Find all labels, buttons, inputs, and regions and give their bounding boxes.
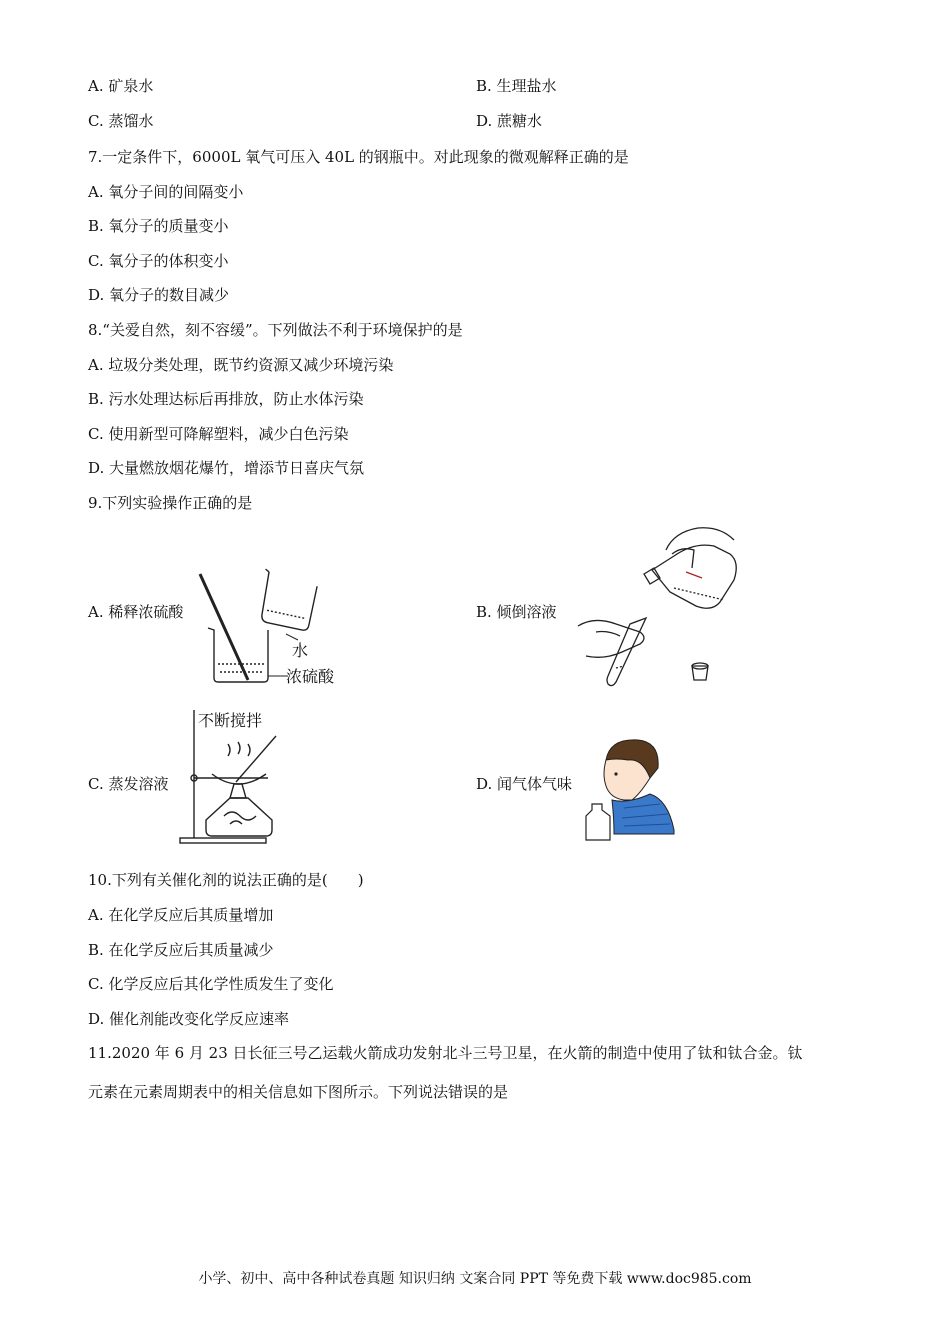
q8-option-d: D. 大量燃放烟花爆竹，增添节日喜庆气氛 [88, 459, 365, 477]
q6-option-c: C. 蒸馏水 [88, 112, 154, 130]
q7-option-d: D. 氧分子的数目减少 [88, 286, 230, 304]
q10-option-a: A. 在化学反应后其质量增加 [88, 906, 274, 924]
q8-option-b: B. 污水处理达标后再排放，防止水体污染 [88, 390, 364, 408]
q8-option-a: A. 垃圾分类处理，既节约资源又减少环境污染 [88, 356, 394, 374]
acid-label: 浓硫酸 [286, 667, 335, 686]
q7-stem: 7.一定条件下，6000L 氧气可压入 40L 的钢瓶中。对此现象的微观解释正确的是 [88, 148, 629, 166]
q6-option-a: A. 矿泉水 [88, 77, 154, 95]
q9-option-d: D. 闻气体气味 [476, 775, 573, 793]
q9-option-c: C. 蒸发溶液 [88, 775, 169, 793]
q10-option-b: B. 在化学反应后其质量减少 [88, 941, 274, 959]
q11-stem-line1: 11.2020 年 6 月 23 日长征三号乙运载火箭成功发射北斗三号卫星，在火箭的制造中使用了钛和钛合金。钛 [88, 1044, 803, 1062]
q8-stem: 8.“关爱自然，刻不容缓”。下列做法不利于环境保护的是 [88, 321, 463, 339]
stir-label: 不断搅拌 [198, 711, 263, 730]
smell-gas-figure [584, 734, 682, 844]
page-footer: 小学、初中、高中各种试卷真题 知识归纳 文案合同 PPT 等免费下载 www.doc985.com [198, 1271, 752, 1287]
q8-option-c: C. 使用新型可降解塑料，减少白色污染 [88, 425, 349, 443]
q7-option-a: A. 氧分子间的间隔变小 [88, 183, 244, 201]
q11-stem-line2: 元素在元素周期表中的相关信息如下图所示。下列说法错误的是 [88, 1083, 509, 1101]
q6-option-b: B. 生理盐水 [476, 77, 557, 95]
q6-option-d: D. 蔗糖水 [476, 112, 543, 130]
dilute-acid-figure [196, 568, 346, 688]
q9-option-b: B. 倾倒溶液 [476, 603, 557, 621]
evaporate-solution-figure [176, 706, 306, 846]
q10-option-c: C. 化学反应后其化学性质发生了变化 [88, 975, 334, 993]
q10-stem: 10.下列有关催化剂的说法正确的是( ) [88, 871, 364, 889]
water-label: 水 [292, 641, 309, 660]
q9-option-a: A. 稀释浓硫酸 [88, 603, 184, 621]
q7-option-c: C. 氧分子的体积变小 [88, 252, 229, 270]
pour-solution-figure [574, 520, 754, 690]
q10-option-d: D. 催化剂能改变化学反应速率 [88, 1010, 290, 1028]
q7-option-b: B. 氧分子的质量变小 [88, 217, 229, 235]
q9-stem: 9.下列实验操作正确的是 [88, 494, 253, 512]
